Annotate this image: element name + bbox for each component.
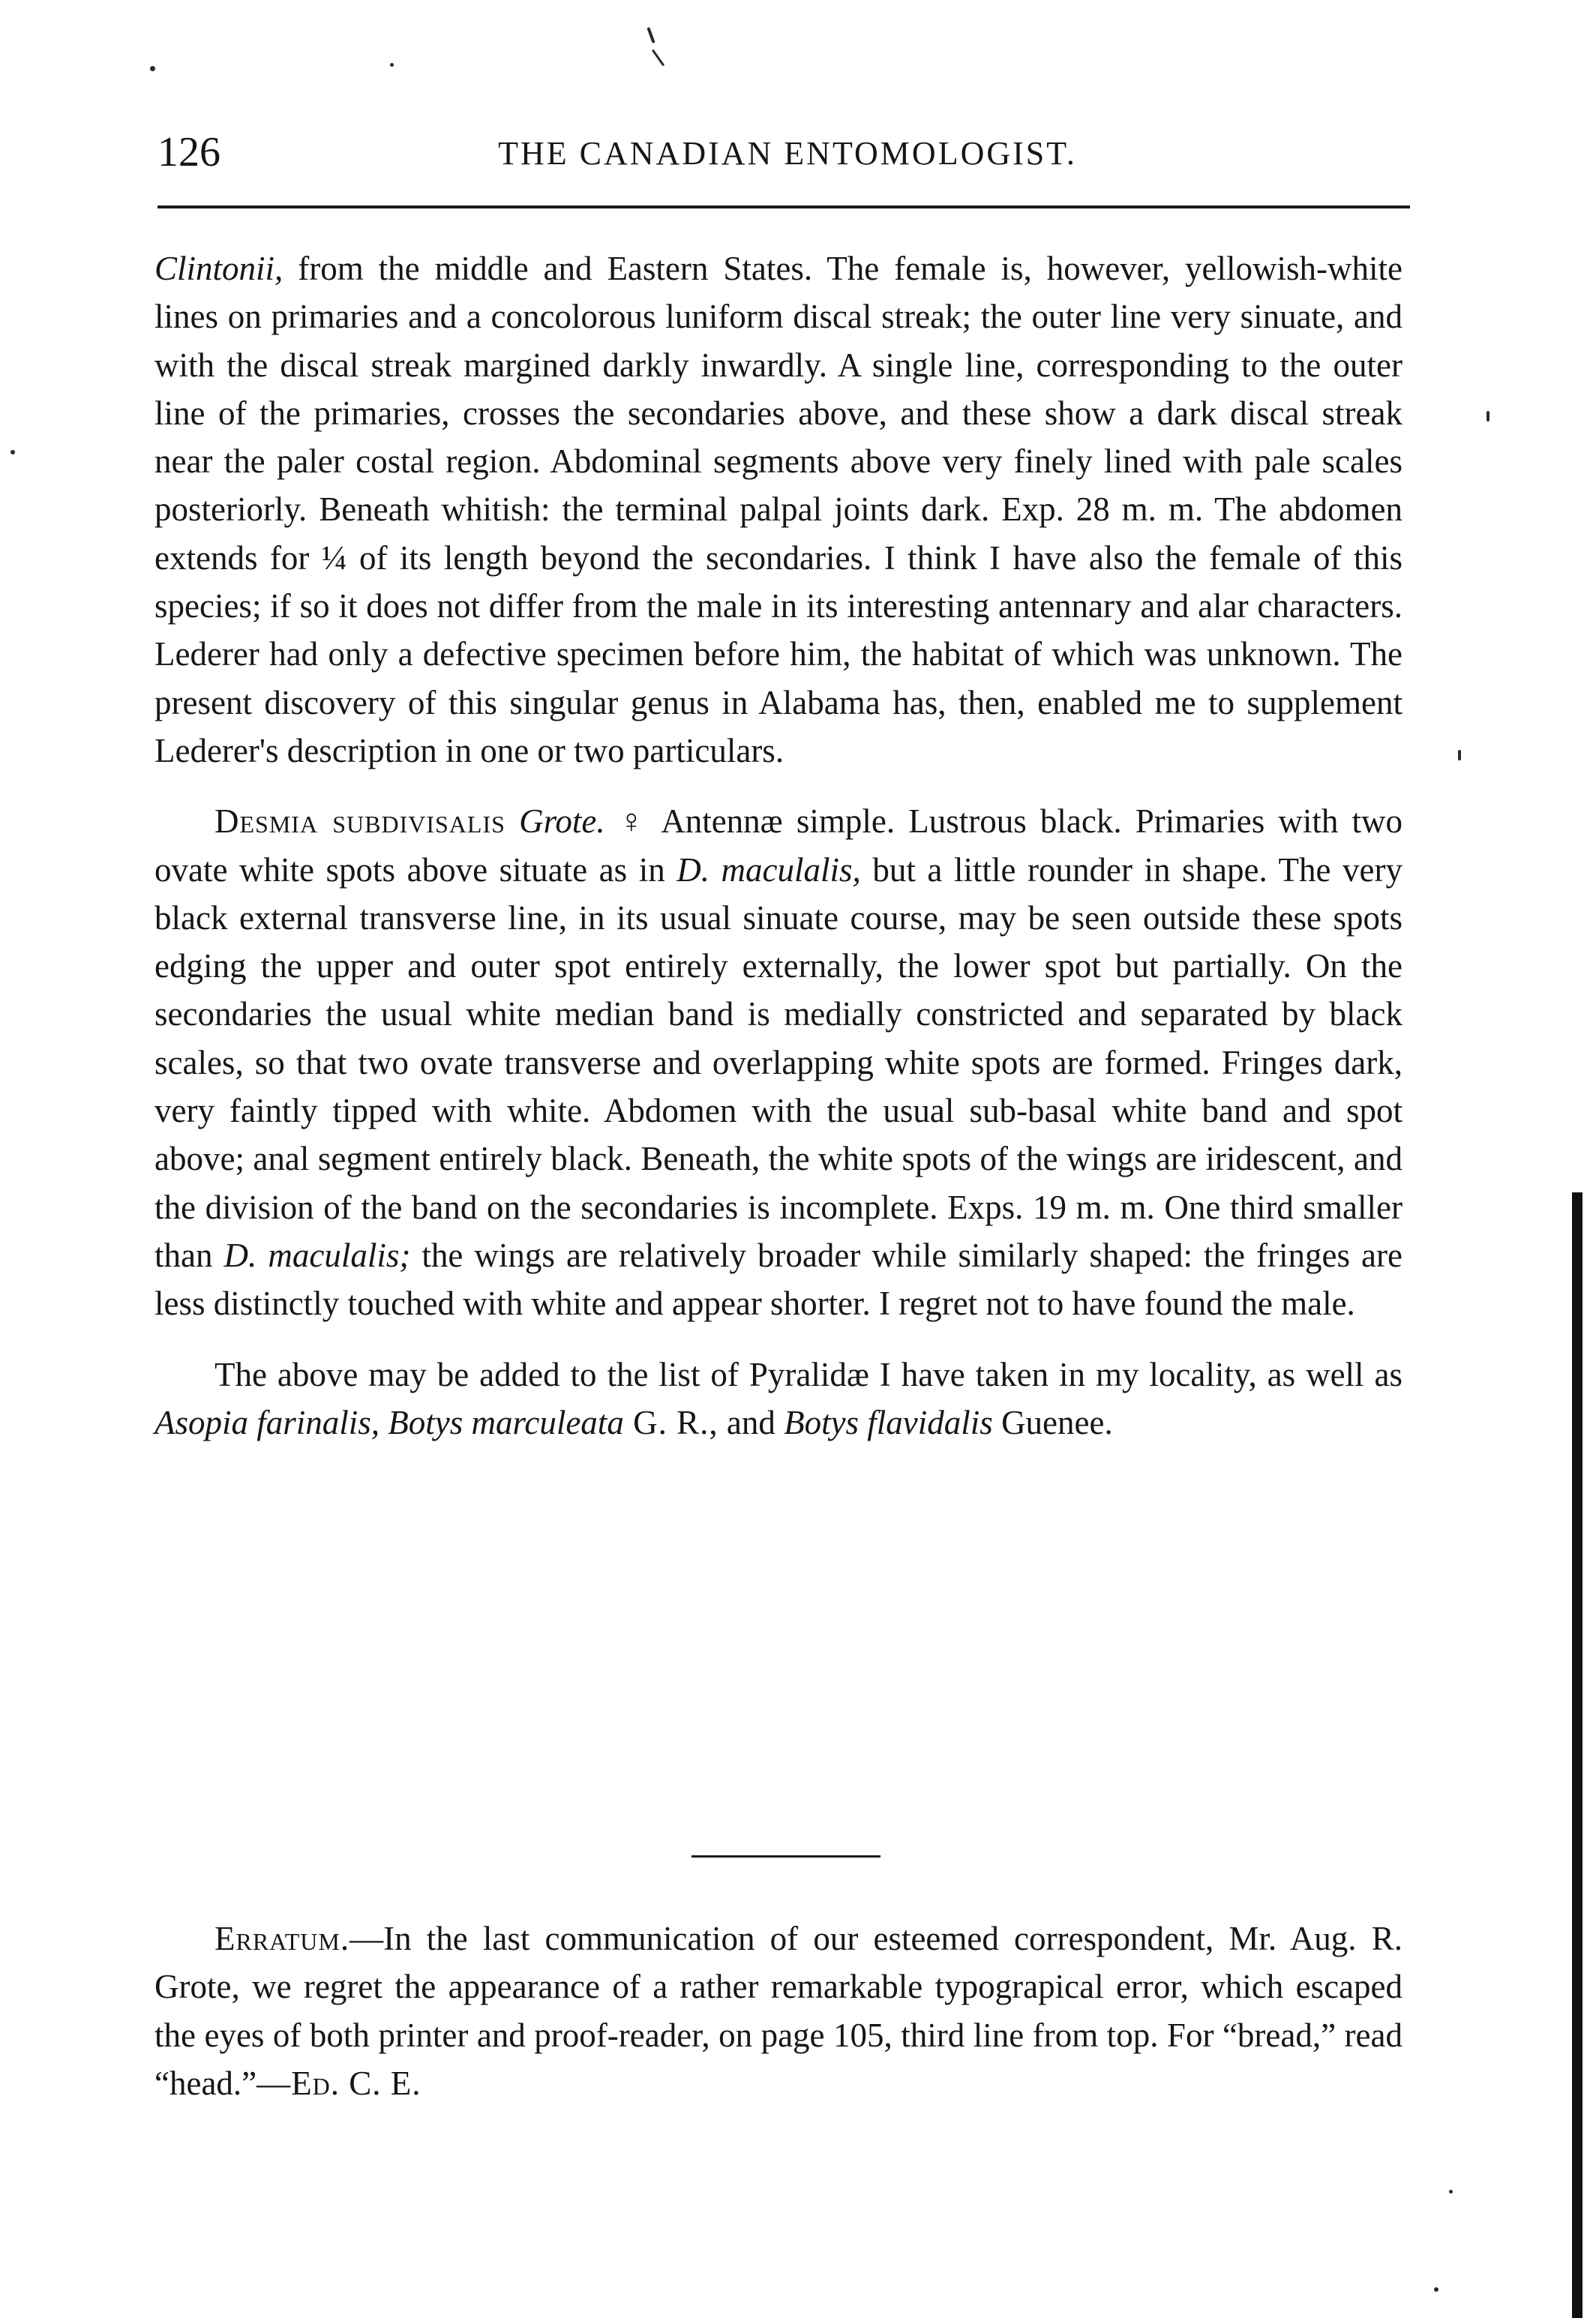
scan-edge-shadow (1572, 1192, 1582, 2318)
paragraph-clintonii (154, 244, 1402, 775)
species-author: G. R., (623, 1403, 718, 1441)
page-header (158, 126, 1418, 178)
erratum-note (154, 1915, 1402, 2107)
species-name: Botys flavidalis (784, 1403, 993, 1441)
paragraph-text: the wings are relatively broader while similarly shaped: the fringes are less distinctly touched with white and appear shorter. I regret not to have found the male. (154, 1236, 1402, 1323)
paragraph-text: from the middle and Eastern States. The female is, however, yellowish-white lines on primaries and a concolorous luniform discal streak; the outer line very sinuate, and with the discal streak margined darkly inwardly. A single line, corresponding to the outer line of the primaries, crosses the secondaries above, and these show a dark discal streak near the paler costal region. Abdominal segments above very finely lined with pale scales posteriorly. Beneath whitish: the terminal palpal joints dark. Exp. 28 m. m. The abdomen extends for ¼ of its length beyond the secondaries. I think I have also the female of this species; if so it does not differ from the male in its interesting antennary and alar characters. Lederer had only a defective specimen before him, the habitat of which was unknown. The present discovery of this singular genus in Alabama has, then, enabled me to supplement Lederer's description in one or two particulars. (154, 250, 1402, 769)
print-speck (1449, 2190, 1453, 2194)
paragraph-pyralidae-list (154, 1351, 1402, 1447)
header-rule (158, 205, 1410, 208)
print-speck (646, 27, 655, 43)
paragraph-text: Guenee. (992, 1403, 1113, 1441)
species-reference: D. maculalis; (224, 1236, 411, 1274)
editor-signature: —Ed. C. E. (256, 2064, 422, 2102)
print-speck (10, 450, 15, 454)
print-speck (1458, 750, 1461, 760)
species-name: Asopia farinalis, (154, 1403, 380, 1441)
species-name: Clintonii, (154, 250, 284, 287)
print-speck (390, 63, 394, 67)
species-heading: Desmia subdivisalis (214, 802, 506, 841)
erratum-label: Erratum. (214, 1920, 350, 1957)
species-author: Grote. (519, 802, 605, 841)
paragraph-text: but a little rounder in shape. The very black external transverse line, in its usual sinuate course, may be seen outside these spots edging the upper and outer spot entirely externally, the lower spot but partially. On the secondaries the usual white median band is medially constricted and separated by black scales, so that two ovate transverse and overlapping white spots are formed. Fringes dark, very faintly tipped with white. Abdomen with the usual sub-basal white band and spot above; anal segment entirely black. Beneath, the white spots of the wings are iridescent, and the division of the band on the secondaries is incomplete. Exps. 19 m. m. One third smaller than (154, 850, 1402, 1274)
species-name: Botys marculeata (388, 1403, 624, 1441)
article-body (154, 244, 1402, 1447)
print-speck (1434, 2287, 1438, 2292)
female-symbol: ♀ (618, 802, 650, 841)
paragraph-desmia-subdivisalis (154, 797, 1402, 1327)
page-number: 126 (158, 129, 220, 175)
print-speck (150, 66, 155, 71)
erratum-text: —In the last communication of our esteemed correspondent, Mr. Aug. R. Grote, we regret the appearance of a rather remarkable typograpical error, which escaped the eyes of both printer and proof-reader, on page 105, third line from top. For “bread,” read “head.” (154, 1920, 1402, 2102)
species-reference: D. maculalis, (676, 850, 861, 889)
paragraph-text: and (718, 1403, 784, 1441)
paragraph-text: Antennæ simple. Lustrous black. Primaries with two ovate white spots above situate as in (154, 802, 1403, 889)
print-speck (1486, 411, 1490, 421)
section-divider (692, 1855, 880, 1858)
paragraph-text: The above may be added to the list of Pyralidæ I have taken in my locality, as well as (214, 1355, 1402, 1393)
running-title: THE CANADIAN ENTOMOLOGIST. (498, 135, 1077, 172)
print-speck (652, 49, 664, 66)
